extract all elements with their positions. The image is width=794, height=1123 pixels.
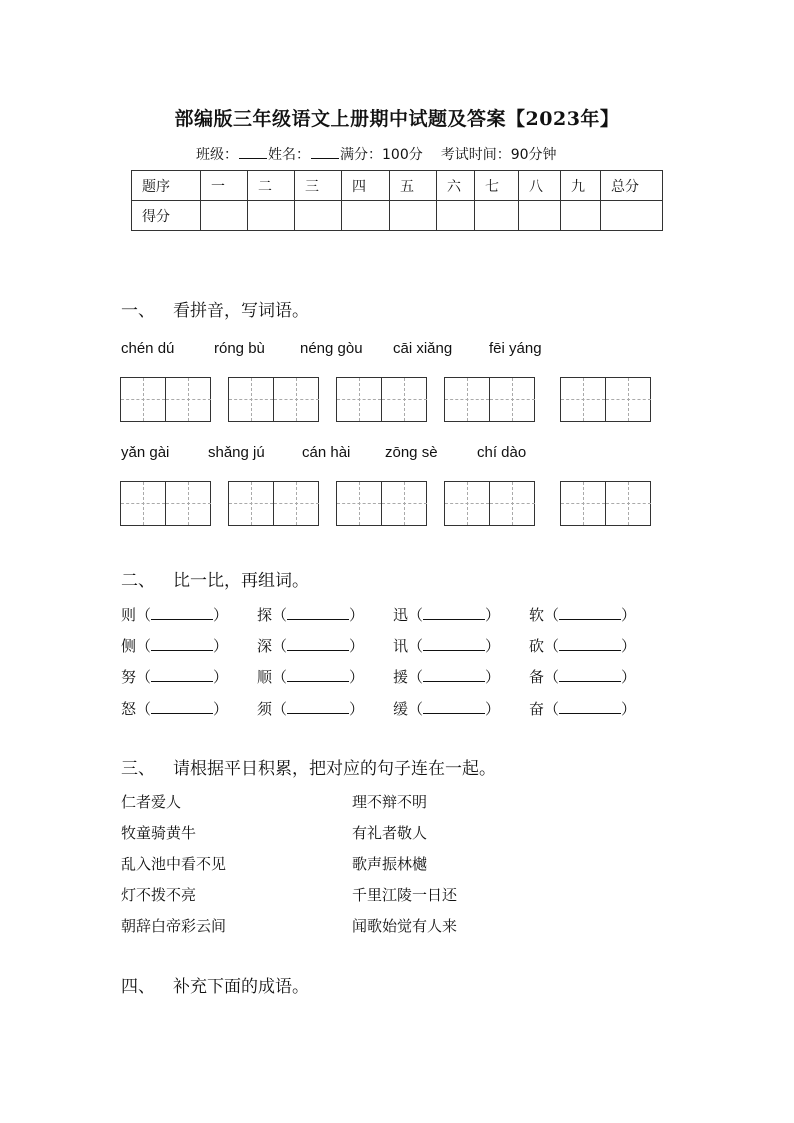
page-title: 部编版三年级语文上册期中试题及答案【2023年】: [174, 108, 620, 130]
answer-blank[interactable]: [423, 638, 485, 651]
compare-item: [121, 635, 228, 656]
match-right-item[interactable]: 千里江陵一日还: [352, 886, 458, 904]
answer-blank[interactable]: [423, 669, 485, 682]
score-cell[interactable]: [601, 201, 663, 231]
open-paren: （: [136, 637, 152, 655]
answer-blank[interactable]: [287, 669, 349, 682]
open-paren: （: [272, 668, 288, 686]
score-cell[interactable]: [561, 201, 601, 231]
answer-blank[interactable]: [423, 607, 485, 620]
compare-item: [393, 698, 500, 719]
answer-blank[interactable]: [151, 701, 213, 714]
close-paren: ）: [349, 637, 365, 655]
compare-char: 则: [121, 606, 137, 624]
score-cell[interactable]: [295, 201, 342, 231]
open-paren: （: [544, 668, 560, 686]
close-paren: ）: [349, 668, 365, 686]
exam-time: 考试时间：90分钟: [440, 147, 557, 163]
compare-item: [257, 604, 364, 625]
section-2-heading: [121, 566, 309, 591]
class-label: 班级：: [196, 147, 238, 163]
close-paren: ）: [485, 606, 501, 624]
compare-char: 须: [257, 700, 273, 718]
close-paren: ）: [621, 668, 637, 686]
compare-item: [393, 666, 500, 687]
match-right-item[interactable]: 歌声振林樾: [352, 855, 428, 873]
pinyin-4: cāi xiǎng: [393, 340, 453, 357]
compare-item: [121, 604, 228, 625]
open-paren: （: [136, 668, 152, 686]
pinyin-8: cán hài: [302, 444, 351, 461]
answer-blank[interactable]: [287, 638, 349, 651]
score-header-cell: 一: [201, 171, 248, 201]
match-right-item[interactable]: 有礼者敬人: [352, 824, 428, 842]
close-paren: ）: [485, 637, 501, 655]
section-number: 二、: [121, 571, 155, 591]
open-paren: （: [272, 637, 288, 655]
score-cell[interactable]: [475, 201, 519, 231]
section-number: 四、: [121, 977, 155, 997]
compare-char: 备: [529, 668, 545, 686]
compare-char: 迅: [393, 606, 409, 624]
section-1-heading: [121, 296, 309, 321]
pinyin-9: zōng sè: [385, 444, 438, 461]
close-paren: ）: [621, 700, 637, 718]
writing-grid[interactable]: [444, 377, 535, 422]
answer-blank[interactable]: [423, 701, 485, 714]
match-right-item[interactable]: 闻歌始觉有人来: [352, 917, 458, 935]
compare-item: [393, 604, 500, 625]
pinyin-6: yǎn gài: [121, 444, 170, 461]
open-paren: （: [136, 606, 152, 624]
close-paren: ）: [621, 606, 637, 624]
class-blank[interactable]: [239, 146, 267, 159]
score-table: [131, 170, 663, 231]
score-cell[interactable]: [248, 201, 295, 231]
compare-item: [257, 666, 364, 687]
score-header-cell: 三: [295, 171, 342, 201]
compare-item: [529, 666, 636, 687]
score-header-row: [132, 171, 663, 201]
score-header-cell: 总分: [601, 171, 663, 201]
pinyin-7: shǎng jú: [208, 444, 265, 461]
pinyin-5: fēi yáng: [489, 340, 542, 357]
match-left-item[interactable]: 朝辞白帝彩云间: [121, 917, 227, 935]
open-paren: （: [408, 668, 424, 686]
score-header-cell: 四: [342, 171, 390, 201]
compare-char: 奋: [529, 700, 545, 718]
section-number: 三、: [121, 759, 155, 779]
compare-char: 怒: [121, 700, 137, 718]
open-paren: （: [544, 637, 560, 655]
compare-char: 援: [393, 668, 409, 686]
answer-blank[interactable]: [287, 701, 349, 714]
answer-blank[interactable]: [559, 638, 621, 651]
pinyin-1: chén dú: [121, 340, 175, 357]
compare-char: 侧: [121, 637, 137, 655]
answer-blank[interactable]: [151, 607, 213, 620]
answer-blank[interactable]: [559, 607, 621, 620]
writing-grid[interactable]: [560, 481, 651, 526]
score-cell[interactable]: [390, 201, 437, 231]
match-left-item[interactable]: 乱入池中看不见: [121, 855, 227, 873]
close-paren: ）: [349, 606, 365, 624]
open-paren: （: [544, 606, 560, 624]
section-4-heading: [121, 972, 309, 997]
compare-item: [257, 635, 364, 656]
answer-blank[interactable]: [287, 607, 349, 620]
close-paren: ）: [485, 668, 501, 686]
compare-char: 砍: [529, 637, 545, 655]
score-cell[interactable]: [342, 201, 390, 231]
compare-item: [121, 666, 228, 687]
compare-char: 讯: [393, 637, 409, 655]
name-blank[interactable]: [311, 146, 339, 159]
compare-char: 缓: [393, 700, 409, 718]
match-left-item[interactable]: 牧童骑黄牛: [121, 824, 197, 842]
close-paren: ）: [621, 637, 637, 655]
close-paren: ）: [213, 700, 229, 718]
answer-blank[interactable]: [151, 669, 213, 682]
close-paren: ）: [485, 700, 501, 718]
compare-char: 深: [257, 637, 273, 655]
match-right-item[interactable]: 理不辩不明: [352, 793, 428, 811]
compare-item: [393, 635, 500, 656]
section-title: 补充下面的成语。: [173, 977, 309, 997]
writing-grid[interactable]: [120, 481, 211, 526]
compare-item: [529, 635, 636, 656]
score-row: [132, 201, 663, 231]
close-paren: ）: [213, 668, 229, 686]
score-header-cell: 八: [519, 171, 561, 201]
close-paren: ）: [213, 606, 229, 624]
score-header-cell: 五: [390, 171, 437, 201]
section-3-heading: [121, 754, 496, 779]
score-header-cell: 二: [248, 171, 295, 201]
answer-blank[interactable]: [151, 638, 213, 651]
writing-grid[interactable]: [336, 481, 427, 526]
close-paren: ）: [349, 700, 365, 718]
compare-item: [529, 698, 636, 719]
open-paren: （: [544, 700, 560, 718]
section-title: 请根据平日积累，把对应的句子连在一起。: [173, 759, 496, 779]
writing-grid[interactable]: [228, 377, 319, 422]
section-title: 比一比，再组词。: [173, 571, 309, 591]
score-cell[interactable]: [437, 201, 475, 231]
compare-char: 软: [529, 606, 545, 624]
section-number: 一、: [121, 301, 155, 321]
match-left-item[interactable]: 仁者爱人: [121, 793, 182, 811]
score-row-label: 得分: [132, 201, 201, 231]
compare-item: [257, 698, 364, 719]
score-header-cell: 七: [475, 171, 519, 201]
section-title: 看拼音，写词语。: [173, 301, 309, 321]
exam-info: [196, 144, 557, 164]
writing-grid[interactable]: [120, 377, 211, 422]
pinyin-3: néng gòu: [300, 340, 363, 357]
score-cell[interactable]: [201, 201, 248, 231]
name-label: 姓名：: [268, 147, 310, 163]
score-header-cell: 六: [437, 171, 475, 201]
score-header-cell: 九: [561, 171, 601, 201]
answer-blank[interactable]: [559, 669, 621, 682]
match-left-item[interactable]: 灯不拨不亮: [121, 886, 197, 904]
full-score: 满分：100分: [340, 147, 423, 163]
open-paren: （: [136, 700, 152, 718]
pinyin-2: róng bù: [214, 340, 265, 357]
answer-blank[interactable]: [559, 701, 621, 714]
compare-char: 顺: [257, 668, 273, 686]
compare-item: [529, 604, 636, 625]
open-paren: （: [408, 606, 424, 624]
writing-grid[interactable]: [228, 481, 319, 526]
open-paren: （: [272, 606, 288, 624]
open-paren: （: [408, 637, 424, 655]
compare-item: [121, 698, 228, 719]
score-cell[interactable]: [519, 201, 561, 231]
open-paren: （: [272, 700, 288, 718]
open-paren: （: [408, 700, 424, 718]
compare-char: 努: [121, 668, 137, 686]
pinyin-10: chí dào: [477, 444, 527, 461]
score-header-cell: 题序: [132, 171, 201, 201]
compare-char: 探: [257, 606, 273, 624]
writing-grid[interactable]: [560, 377, 651, 422]
close-paren: ）: [213, 637, 229, 655]
writing-grid[interactable]: [444, 481, 535, 526]
writing-grid[interactable]: [336, 377, 427, 422]
